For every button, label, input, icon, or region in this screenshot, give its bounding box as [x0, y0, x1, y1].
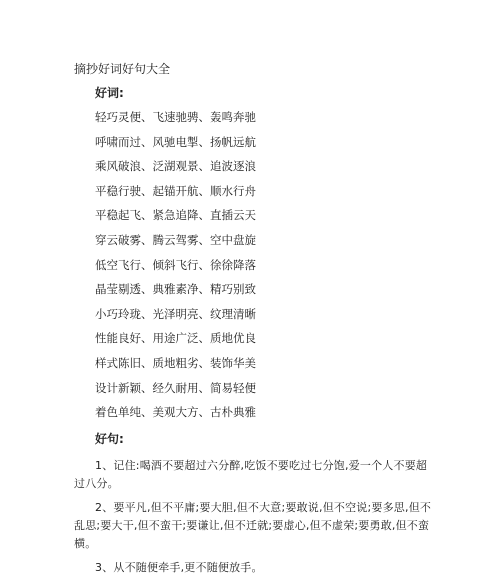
word-item: 低空飞行、倾斜飞行、徐徐降落: [95, 257, 256, 272]
word-list: [95, 110, 256, 430]
word-item: 性能良好、用途广泛、质地优良: [95, 331, 256, 346]
word-item: 小巧玲珑、光泽明亮、纹理清晰: [95, 306, 256, 321]
word-item: 平稳行驶、起锚开航、顺水行舟: [95, 183, 256, 198]
document-title: 摘抄好词好句大全: [74, 62, 171, 76]
word-item: 样式陈旧、质地粗劣、装饰华美: [95, 355, 256, 370]
word-item: 穿云破雾、腾云驾雾、空中盘旋: [95, 232, 256, 247]
sentences-heading: 好句:: [95, 432, 124, 446]
word-item: 晶莹剔透、典雅素净、精巧别致: [95, 282, 256, 297]
word-item: 轻巧灵便、飞速驰骋、轰鸣奔驰: [95, 110, 256, 124]
word-item: 呼啸而过、风驰电掣、扬帆远航: [95, 134, 256, 149]
sentence-item: 1、记住:喝酒不要超过六分醉,吃饭不要吃过七分饱,爱一个人不要超过八分。: [74, 459, 428, 490]
sentence-item: 3、从不随便牵手,更不随便放手。: [95, 561, 263, 574]
sentence-list: [74, 457, 436, 583]
word-item: 平稳起飞、紧急追降、直插云天: [95, 208, 256, 223]
word-item: 设计新颖、经久耐用、简易轻便: [95, 380, 256, 395]
word-item: 乘风破浪、泛湖观景、追波逐浪: [95, 159, 256, 174]
word-item: 着色单纯、美观大方、古朴典雅: [95, 405, 256, 420]
words-heading: 好词:: [95, 86, 124, 100]
sentence-item: 2、要平凡,但不平庸;要大胆,但不大意;要敢说,但不空说;要多思,但不乱思;要大干,但不蛮干;要谦让,但不迁就;要虚心,但不虚荣;要勇敢,但不蛮横。: [74, 501, 432, 550]
